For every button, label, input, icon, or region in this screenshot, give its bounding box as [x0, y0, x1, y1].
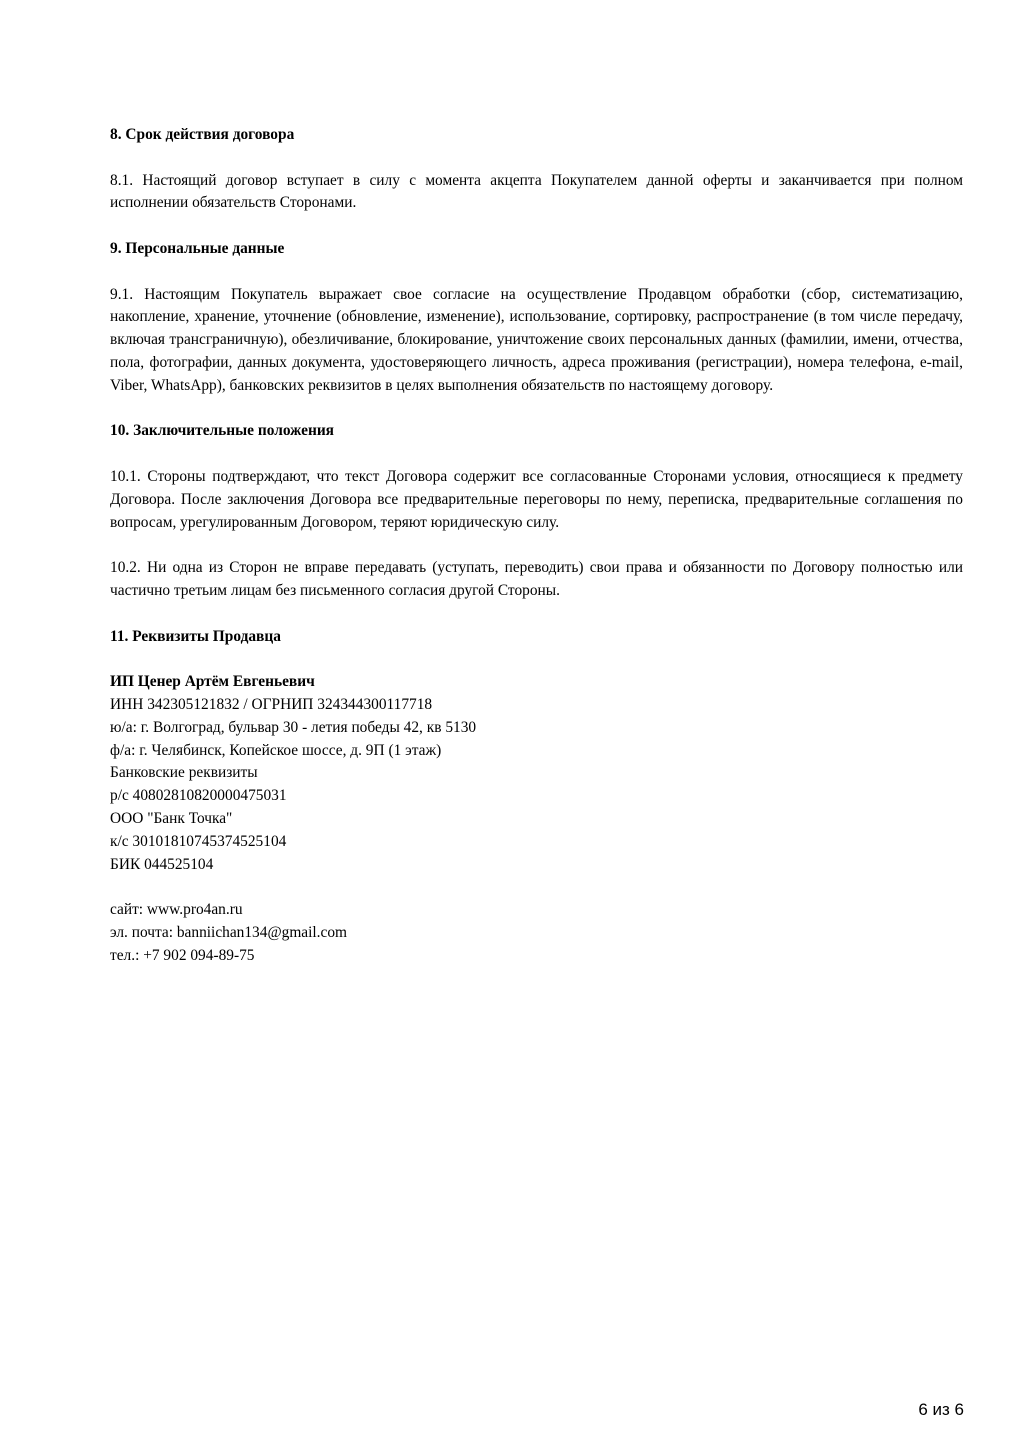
seller-name: ИП Ценер Артём Евгеньевич	[110, 673, 315, 691]
page-number: 6 из 6	[918, 1400, 964, 1419]
seller-account: р/с 40802810820000475031	[110, 787, 287, 805]
seller-actual-address: ф/а: г. Челябинск, Копейское шоссе, д. 9П (1 этаж)	[110, 741, 442, 759]
section-9-heading: 9. Персональные данные	[110, 239, 285, 257]
seller-corr-account: к/с 30101810745374525104	[110, 832, 287, 850]
section-8-heading: 8. Срок действия договора	[110, 126, 295, 143]
seller-legal-address: ю/а: г. Волгоград, бульвар 30 - летия победы 42, кв 5130	[110, 718, 477, 736]
clause-9-1: 9.1. Настоящим Покупатель выражает свое согласие на осуществление Продавцом обработки (сбор, систематизацию, накопление, хранение, уточнение (обновление, изменение), использование, сортировку, распространение (в том числе передачу, включая трансграничную), обезличивание, блокирование, уничтожение своих персональных данных (фамилии, имени, отчества, пола, фотографии, данных документа, удостоверяющего личность, адреса проживания (регистрации), номера телефона, e-mail, Viber, WhatsApp), банковских реквизитов в целях выполнения обязательств по настоящему договору.	[110, 285, 963, 394]
seller-inn-ogrnip: ИНН 342305121832 / ОГРНИП 324344300117718	[110, 695, 433, 713]
seller-bik: БИК 044525104	[110, 855, 214, 873]
seller-phone: тел.: +7 902 094-89-75	[110, 946, 255, 964]
seller-site: сайт: www.pro4an.ru	[110, 901, 243, 919]
clause-10-1: 10.1. Стороны подтверждают, что текст Договора содержит все согласованные Сторонами условия, относящиеся к предмету Договора. После заключения Договора все предварительные переговоры по нему, переписка, предварительные соглашения по вопросам, урегулированным Договором, теряют юридическую силу.	[110, 467, 963, 531]
seller-bank-title: Банковские реквизиты	[110, 764, 258, 782]
clause-10-2: 10.2. Ни одна из Сторон не вправе передавать (уступать, переводить) свои права и обязанности по Договору полностью или частично третьим лицам без письменного согласия другой Стороны.	[110, 559, 963, 599]
section-10-heading: 10. Заключительные положения	[110, 422, 335, 440]
document-page	[110, 124, 963, 990]
spacer	[110, 876, 963, 899]
clause-8-1: 8.1. Настоящий договор вступает в силу с момента акцепта Покупателем данной оферты и заканчивается при полном исполнении обязательств Сторонами.	[110, 171, 963, 212]
seller-email: эл. почта: banniichan134@gmail.com	[110, 923, 348, 941]
section-11-heading: 11. Реквизиты Продавца	[110, 627, 281, 645]
seller-details	[110, 671, 963, 967]
seller-bank-name: ООО "Банк Точка"	[110, 809, 233, 827]
